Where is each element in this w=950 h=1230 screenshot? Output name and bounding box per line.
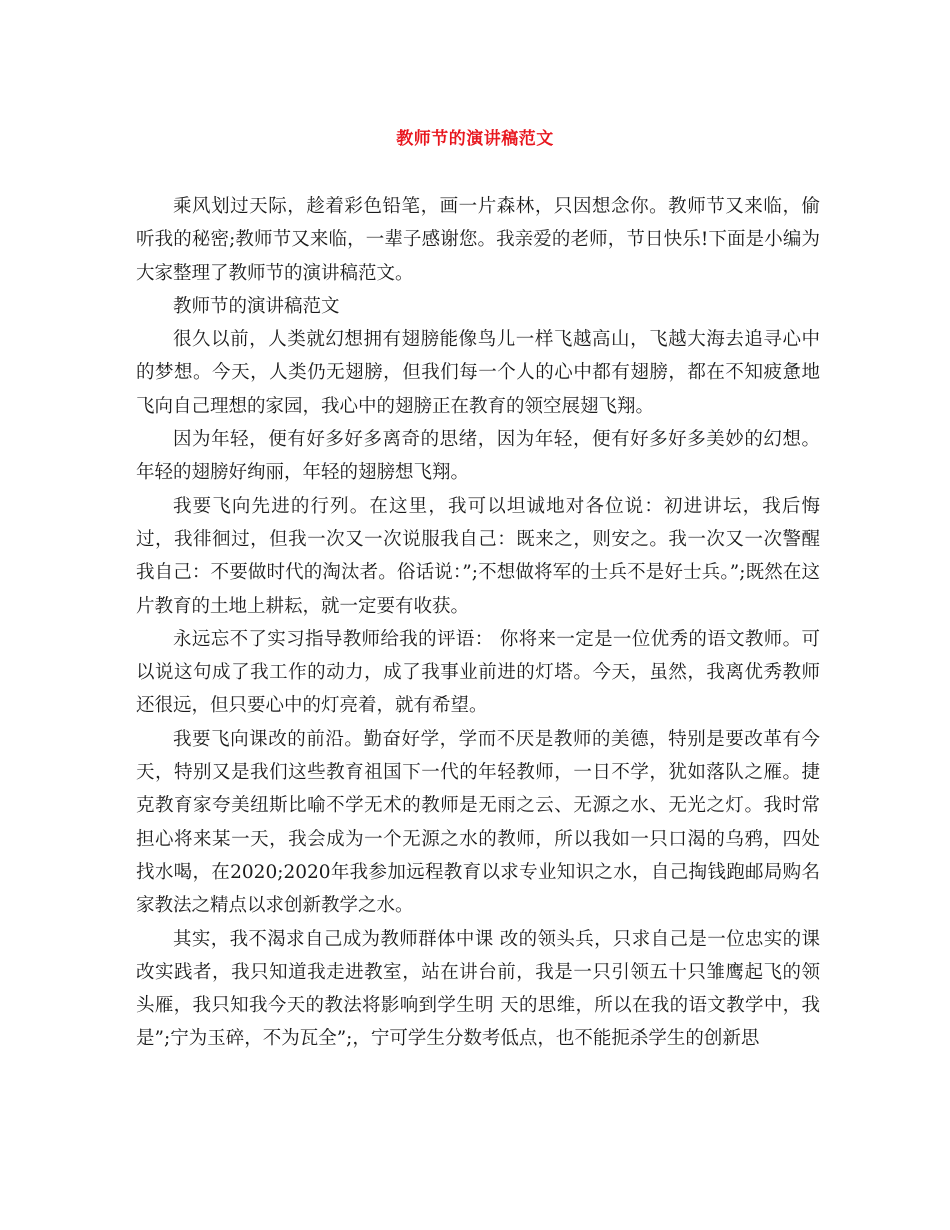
paragraph: 我要飞向课改的前沿。勤奋好学，学而不厌是教师的美德，特别是要改革有今天，特别又是我们这些教育祖国下一代的年轻教师，一日不学，犹如落队之雁。捷克教育家夸美纽斯比喻不学无术的教师是无雨之云、无源之水、无光之灯。我时常担心将来某一天，我会成为一个无源之水的教师，所以我如一只口渴的乌鸦，四处找水喝，在2020;2020年我参加远程教育以求专业知识之水，自己掏钱跑邮局购名家教法之精点以求创新教学之水。 <box>136 728 820 917</box>
paragraph: 其实，我不渴求自己成为教师群体中课 改的领头兵，只求自己是一位忠实的课改实践者，我只知道我走进教室，站在讲台前，我是一只引领五十只雏鹰起飞的领头雁，我只知我今天的教法将影响到学生明 天的思维，所以在我的语文教学中，我是”;宁为玉碎，不为瓦全”;，宁可学生分数考低点，也不能扼杀学生的创新思 <box>136 928 820 1050</box>
paragraph: 永远忘不了实习指导教师给我的评语： 你将来一定是一位优秀的语文教师。可以说这句成了我工作的动力，成了我事业前进的灯塔。今天，虽然，我离优秀教师还很远，但只要心中的灯亮着，就有希望。 <box>136 628 820 717</box>
paragraph: 因为年轻，便有好多好多离奇的思绪，因为年轻，便有好多好多美妙的幻想。年轻的翅膀好绚丽，年轻的翅膀想飞翔。 <box>136 429 820 484</box>
document-body <box>136 190 820 1056</box>
paragraph: 很久以前，人类就幻想拥有翅膀能像鸟儿一样飞越高山，飞越大海去追寻心中的梦想。今天，人类仍无翅膀，但我们每一个人的心中都有翅膀，都在不知疲惫地飞向自己理想的家园，我心中的翅膀正在教育的领空展翅飞翔。 <box>136 329 820 417</box>
paragraph: 我要飞向先进的行列。在这里，我可以坦诚地对各位说：初进讲坛，我后悔过，我徘徊过，但我一次又一次说服我自己：既来之，则安之。我一次又一次警醒我自己：不要做时代的淘汰者。俗话说：”;不想做将军的士兵不是好士兵。”;既然在这片教育的土地上耕耘，就一定要有收获。 <box>136 495 820 617</box>
paragraph-intro: 乘风划过天际，趁着彩色铅笔，画一片森林，只因想念你。教师节又来临，偷听我的秘密;教师节又来临，一辈子感谢您。我亲爱的老师，节日快乐!下面是小编为大家整理了教师节的演讲稿范文。 <box>136 196 820 284</box>
document-title: 教师节的演讲稿范文 <box>396 129 554 149</box>
paragraph-subtitle: 教师节的演讲稿范文 <box>173 295 340 317</box>
